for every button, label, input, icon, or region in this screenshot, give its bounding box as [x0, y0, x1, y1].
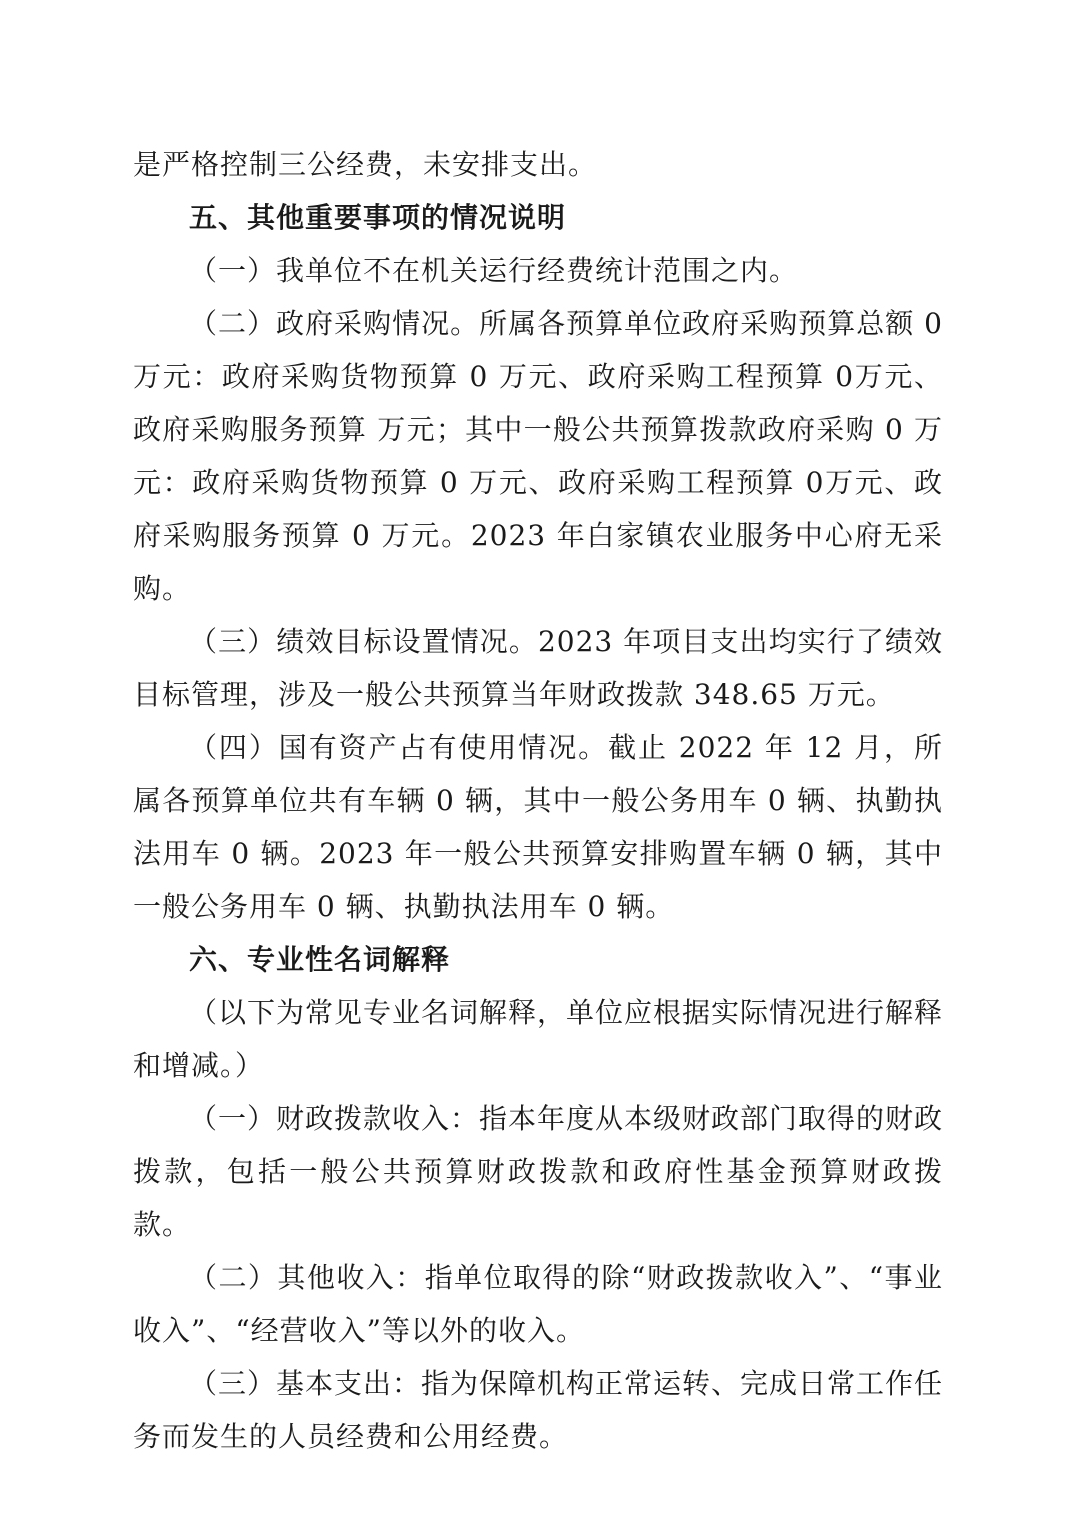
paragraph-6-3: （三）基本支出：指为保障机构正常运转、完成日常工作任务而发生的人员经费和公用经费。 — [133, 1367, 944, 1453]
paragraph-6-note: （以下为常见专业名词解释，单位应根据实际情况进行解释和增减。） — [133, 996, 944, 1082]
paragraph-5-4: （四）国有资产占有使用情况。截止 2022 年 12 月，所属各预算单位共有车辆 0 辆，其中一般公务用车 0 辆、执勤执法用车 0 辆。2023 年一般公共预算安排购置车辆 0 辆，其中一般公务用车 0 辆、执勤执法用车 0 辆。 — [133, 731, 943, 923]
paragraph-5-2: （二）政府采购情况。所属各预算单位政府采购预算总额 0 万元：政府采购货物预算 0 万元、政府采购工程预算 0万元、政府采购服务预算 万元；其中一般公共预算拨款政府采购 0 万元：政府采购货物预算 0 万元、政府采购工程预算 0万元、政府采购服务预算 0 万元。2023 年白家镇农业服务中心府无采购。 — [133, 307, 943, 605]
paragraph-6-1: （一）财政拨款收入：指本年度从本级财政部门取得的财政拨款，包括一般公共预算财政拨款和政府性基金预算财政拨款。 — [133, 1102, 944, 1241]
document-body — [133, 138, 943, 1463]
paragraph-continuation: 是严格控制三公经费，未安排支出。 — [133, 148, 598, 181]
paragraph-5-1: （一）我单位不在机关运行经费统计范围之内。 — [189, 254, 799, 287]
section-heading-5: 五、其他重要事项的情况说明 — [189, 201, 567, 234]
paragraph-5-3: （三）绩效目标设置情况。2023 年项目支出均实行了绩效目标管理，涉及一般公共预算当年财政拨款 348.65 万元。 — [133, 625, 943, 711]
paragraph-6-2: （二）其他收入：指单位取得的除“财政拨款收入”、“事业收入”、“经营收入”等以外的收入。 — [133, 1261, 943, 1347]
section-heading-6: 六、专业性名词解释 — [189, 943, 451, 976]
